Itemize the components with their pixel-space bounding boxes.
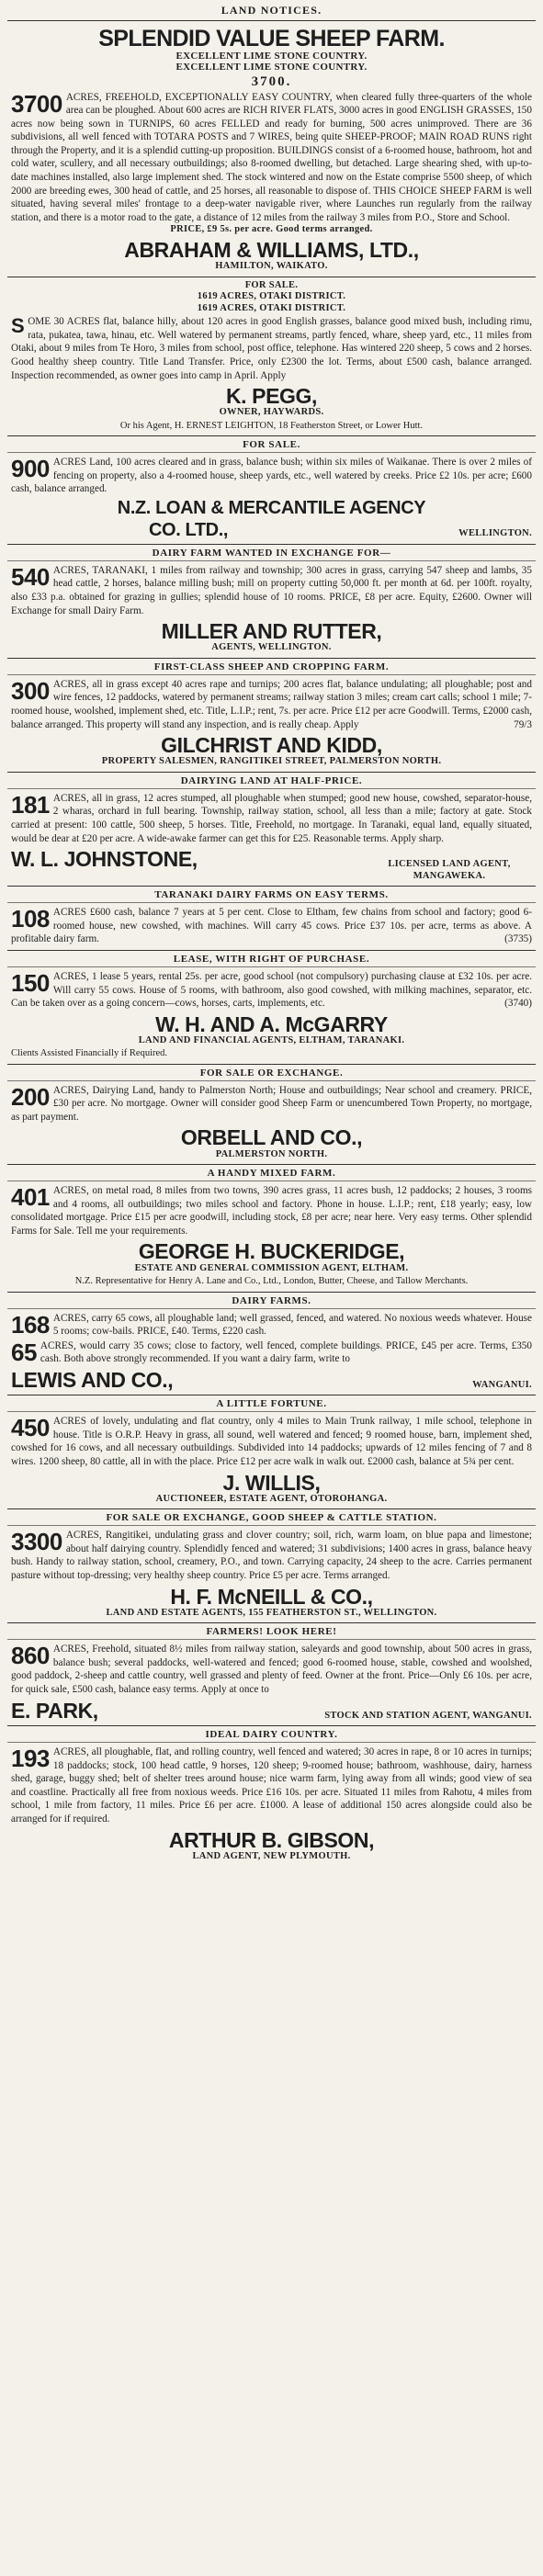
ad-location: PROPERTY SALESMEN, RANGITIKEI STREET, PALMERSTON NORTH.: [101, 756, 442, 767]
ad-lead-figure: 3700: [11, 89, 62, 118]
ad-subline: 1619 ACRES, OTAKI DISTRICT.: [197, 291, 346, 302]
ad-location: ESTATE AND GENERAL COMMISSION AGENT, ELTHAM.: [134, 1262, 409, 1273]
ad-headline: FARMERS! LOOK HERE!: [7, 1626, 536, 1640]
ad-little-fortune: [7, 1395, 536, 1509]
ad-lead-figure: 450: [11, 1414, 50, 1442]
ad-body-text: ACRES, TARANAKI, 1 miles from railway and township; 300 acres in grass, carrying 547 sheep and lambs, 35 head cattle, 2 horses, balance milling bush; mill on property cutting 50,000 ft. per month at 6d. per 100ft. royalty, also £33 p.a. obtained for grazing in gullies; splendid house of 10 rooms. PRICE, £8 per acre. Equity, £2600. Owner will Exchange for small Dairy Farm.: [11, 564, 532, 616]
ad-body: [11, 1746, 532, 1825]
ad-headline: TARANAKI DAIRY FARMS ON EASY TERMS.: [7, 889, 536, 903]
ad-agent-title: STOCK AND STATION AGENT, WANGANUI.: [324, 1710, 532, 1721]
ad-waikanae-land: [7, 436, 536, 545]
ad-agent-cont: CO. LTD.,: [149, 519, 229, 540]
ad-body-text: ACRES Land, 100 acres cleared and in grass, balance bush; within six miles of Waikanae. There is over 2 miles of fencing on property, also a 4-roomed house, sheep yards, etc., well watered by creeks. Price £2 10s. per acre; £600 cash, balance arranged.: [11, 457, 532, 495]
ad-lead-figure: 168: [11, 1310, 50, 1339]
ad-body-text: ACRES, FREEHOLD, EXCEPTIONALLY EASY COUNTRY, when cleared fully three-quarters of the whole area can be ploughed. About 600 acres are RICH RIVER FLATS, 3000 acres in good ENGLISH GRASSES, 150 acres now being sown in TURNIPS, 60 acres FELLED and ready for burning, 500 acres unimproved. There are 36 subdivisions, all well fenced with TOTARA POSTS and 7 WIRES, being quite SHEEP-PROOF; MAIN ROAD RUNS right through the Property, and it is a splendid cutting-up proposition. BUILDINGS consist of a 6-roomed house, bathroom, hot and cold water, scullery, and all necessary outbuildings; also 8-roomed dwelling, but detached. Large shearing shed, with up-to-date machines installed, also large implement shed. The stock wintered and now on the Estate comprise 5500 sheep, of which 2000 are breeding ewes, 300 head of cattle, and 25 horses, all reasonable to dispose of. THIS CHOICE SHEEP FARM is well situated, having several miles' frontage to a deep-water navigable river, where Launches run regularly from the railway station, and there is a motor road to the gate, a distance of 12 miles from the railway 3 miles from P.O., Store and School.: [11, 91, 532, 223]
ad-agent: GILCHRIST AND KIDD,: [161, 733, 382, 758]
ad-body-text: ACRES, would carry 35 cows; close to factory, well fenced, complete buildings. PRICE, £45 per acre. Terms, £350 cash. Both above strongly recommended. If you want a dairy farm, write to: [40, 1339, 532, 1365]
ad-headline: DAIRY FARM WANTED IN EXCHANGE FOR—: [7, 548, 536, 561]
ad-body: [11, 906, 532, 946]
ad-sheep-cattle-station: [7, 1509, 536, 1623]
ad-lead-figure: 193: [11, 1745, 50, 1773]
ad-dairying-half-price: [7, 773, 536, 887]
ad-lead-figure: S: [11, 314, 25, 338]
ad-reference: 79/3: [514, 718, 532, 730]
ad-lead-figure: 181: [11, 790, 50, 819]
ad-headline: A LITTLE FORTUNE.: [7, 1398, 536, 1412]
ad-body-text: ACRES, all ploughable, flat, and rolling country, well fenced and watered; 30 acres in rape, 8 or 10 acres in turnips; 18 paddocks; stock, 100 head cattle, 9 horses, 120 sheep; 9-roomed house; bathroom, washhouse, dairy, harness shed, garage, buggy shed; belt of shelter trees around house; nice warm farm, lying away from all winds; good view of sea and coastline. Practically all free from noxious weeds. Price £16 10s. per acre. Situated 11 miles from Rahotu, 4 miles from school, 1 mile from factory, 11 miles. Price £6 per acre. £1000. A lease of additional 150 acres alongside could also be arranged for if required.: [11, 1746, 532, 1825]
ad-farmers-look-here: [7, 1623, 536, 1726]
ad-agent: GEORGE H. BUCKERIDGE,: [138, 1239, 405, 1264]
ad-agent-line: [11, 518, 532, 540]
ad-body: [11, 456, 532, 496]
ad-body: [11, 970, 532, 1011]
ad-agent-line: [11, 1366, 532, 1392]
ad-body-text: ACRES, Freehold, situated 8½ miles from railway station, saleyards and good township, about 500 acres in grass, balance bush; several paddocks, well-watered and fenced; good 6-roomed house, stable, cowshed and woolshed, good paddock, 2-sheep and cattle country, well grassed and plenty of feed. Owner at the front. Price—Only £6 10s. per acre, for quick sale, £500 cash, balance easy terms. Apply at once to: [11, 1644, 532, 1695]
ad-handy-mixed-farm: [7, 1165, 536, 1292]
ad-number-head: 3700.: [251, 73, 292, 89]
ad-sheep-cropping-farm: [7, 659, 536, 773]
ad-extra: N.Z. Representative for Henry A. Lane and Co., Ltd., London, Butter, Cheese, and Tallow Merchants.: [74, 1276, 469, 1287]
ad-body-text: ACRES, all in grass except 40 acres rape and turnips; 200 acres flat, balance undulating; all ploughable; post and wire fences, 12 paddocks, watered by permanent streams; railway station 3 miles; cream cart calls; school 1 mile; 7-roomed house, woolshed, implement shed, etc. Title, L.I.P.; rent, 7s. per acre. Price £12 per acre Goodwill. Terms, £2000 cash, balance arranged. This property will stand any inspection, and is really cheap. Apply: [11, 678, 532, 730]
ad-agent: ORBELL AND CO.,: [180, 1125, 363, 1150]
ad-headline: DAIRYING LAND AT HALF-PRICE.: [7, 775, 536, 789]
ad-headline: FOR SALE OR EXCHANGE, GOOD SHEEP & CATTLE STATION.: [7, 1512, 536, 1526]
ad-agent: N.Z. LOAN & MERCANTILE AGENCY: [117, 497, 426, 518]
ad-lead-figure: 200: [11, 1082, 50, 1111]
ad-location: PALMERSTON NORTH.: [215, 1148, 328, 1159]
section-title: LAND NOTICES.: [7, 2, 536, 21]
ad-agent: K. PEGG,: [225, 384, 318, 409]
ad-headline: A HANDY MIXED FARM.: [7, 1168, 536, 1181]
ad-sale-or-exchange: [7, 1065, 536, 1165]
ad-headline: FOR SALE.: [7, 439, 536, 453]
ad-dairy-farm-wanted: [7, 545, 536, 659]
ad-location: LAND AND FINANCIAL AGENTS, ELTHAM, TARANAKI.: [138, 1034, 405, 1045]
ad-body: [11, 1529, 532, 1582]
ad-headline: FOR SALE OR EXCHANGE.: [7, 1068, 536, 1081]
ad-body-text: ACRES, Rangitikei, undulating grass and clover country; soil, rich, warm loam, on blue papa and limestone; about half dairying country. Splendidly fenced and watered; 31 subdivisions; 1400 acres in grass, balance heavy bush. Handy to railway station, school, creamery, P.O., and town. Carrying capacity, 24 sheep to the acre. Carries permanent pasture without top-dressing; very healthy sheep country. Price £5 per acre. Terms arranged.: [11, 1530, 532, 1582]
ad-body: [11, 678, 532, 731]
ad-lead-figure: 540: [11, 562, 50, 591]
ad-body: [11, 1084, 532, 1124]
ad-headline: SPLENDID VALUE SHEEP FARM.: [98, 26, 445, 51]
ad-headline: DAIRY FARMS.: [7, 1295, 536, 1309]
ad-agent: H. F. McNEILL & CO.,: [170, 1584, 373, 1609]
ad-agent-line: [11, 845, 532, 882]
ad-ideal-dairy-country: [7, 1726, 536, 1866]
ad-otaki-district: [7, 277, 536, 437]
ad-agent: LEWIS AND CO.,: [11, 1367, 174, 1392]
ad-lead-figure: 108: [11, 905, 50, 933]
ad-body: [11, 315, 532, 382]
ad-lead-figure: 150: [11, 969, 50, 998]
ad-body-text: ACRES, 1 lease 5 years, rental 25s. per acre, good school (not compulsory) purchasing clause at £32 10s. per acre. Will carry 55 cows. House of 5 rooms, with bathroom, also good cowshed, with milking machines, separator, etc. Can be taken over as a going concern—cows, horses, carts, implements, etc.: [11, 971, 532, 1010]
ad-lead-figure: 401: [11, 1183, 50, 1212]
ad-body: [11, 792, 532, 845]
ad-body-second: [11, 1339, 532, 1366]
ad-location: WANGANUI.: [472, 1379, 532, 1390]
ad-body: [11, 1312, 532, 1339]
ad-location: LAND AGENT, NEW PLYMOUTH.: [192, 1850, 351, 1861]
ad-body: [11, 564, 532, 617]
ad-headline: LEASE, WITH RIGHT OF PURCHASE.: [7, 954, 536, 967]
ad-extra: Or his Agent, H. ERNEST LEIGHTON, 18 Featherston Street, or Lower Hutt.: [119, 420, 424, 431]
ad-lead-figure: 3300: [11, 1528, 62, 1556]
ad-headline: FOR SALE.: [244, 279, 299, 290]
ad-agent: W. H. AND A. McGARRY: [155, 1011, 388, 1036]
ad-body: [11, 1184, 532, 1237]
ad-headline: IDEAL DAIRY COUNTRY.: [7, 1729, 536, 1743]
ad-price: PRICE, £9 5s. per acre. Good terms arranged.: [170, 224, 373, 235]
ad-body: [11, 1643, 532, 1696]
ad-body-text: ACRES of lovely, undulating and flat country, only 4 miles to Main Trunk railway, 1 mile school, telephone in house. Title is O.R.P. Heavy in grass, all sound, well watered and fenced; 9 roomed house, barn, implement shed, cowshed for 16 cows, and all necessary outbuildings. Subdivided into 14 paddocks; upwards of 12 miles fencing of 7 and 8 wires. 1200 sheep, 80 cattle, all in with the place. Price £12 per acre walk in walk out. £2000 cash, balance at 5¾ per cent.: [11, 1416, 532, 1468]
ad-subline: 1619 ACRES, OTAKI DISTRICT.: [197, 302, 346, 313]
ad-taranaki-dairy-farms: [7, 887, 536, 951]
ad-location: AUCTIONEER, ESTATE AGENT, OTOROHANGA.: [155, 1493, 388, 1504]
ad-reference: (3735): [504, 933, 532, 945]
ad-subline: EXCELLENT LIME STONE COUNTRY.: [175, 62, 368, 73]
ad-lead-figure: 900: [11, 455, 50, 483]
ad-agent: J. WILLIS,: [222, 1470, 321, 1495]
ad-headline: FIRST-CLASS SHEEP AND CROPPING FARM.: [7, 661, 536, 675]
ad-body-text: ACRES, carry 65 cows, all ploughable land; well grassed, fenced, and watered. No noxious weeds whatever. House 5 rooms; cow-bails. PRICE, £40. Terms, £220 cash.: [52, 1312, 532, 1338]
ad-body-text: ACRES, on metal road, 8 miles from two towns, 390 acres grass, 11 acres bush, 12 paddocks; 2 houses, 3 rooms and 4 rooms, all outbuildings; two miles school and factory. Phone in house. L.I.P.; rent, £18 yearly; easy, low consolidated mortgage. Price £15 per acre goodwill, including stock, £8 per acre; near here. Very easy terms. Other splendid Farms for Sale. Tell me your requirements.: [11, 1185, 532, 1237]
ad-splendid-sheep-farm: [7, 23, 536, 277]
ad-body-text: ACRES, Dairying Land, handy to Palmerston North; House and outbuildings; Near school and creamery. PRICE, £30 per acre. No mortgage. Owner will consider good Sheep Farm or unencumbered Town Property, no mortgage, as part payment.: [11, 1084, 532, 1123]
land-notices-page: [7, 0, 536, 1866]
ad-extra: Clients Assisted Financially if Required.: [11, 1048, 168, 1059]
ad-subline: EXCELLENT LIME STONE COUNTRY.: [175, 51, 368, 62]
ad-location: OWNER, HAYWARDS.: [219, 407, 324, 418]
ad-agent: ARTHUR B. GIBSON,: [168, 1827, 375, 1852]
ad-lead-figure: 860: [11, 1642, 50, 1670]
ad-body-text: OME 30 ACRES flat, balance hilly, about 120 acres in good English grasses, balance good mixed bush, including rimu, rata, pukatea, tawa, hinau, etc. Well watered by permanent streams, partly fenced, whare, sheep yard, etc., 11 miles from Otaki, about 9 miles from Te Horo, 3 miles from school, post office, telephone. Has wintered 220 sheep, 5 cows and 2 horses. Good healthy sheep country. Title Land Transfer. Price, only £2300 the lot. Terms, about £500 cash, balance arranged. Inspection recommended, as owner goes into camp in April. Apply: [11, 316, 532, 381]
ad-lead-figure: 65: [11, 1338, 37, 1366]
ad-agent: MILLER AND RUTTER,: [161, 619, 382, 644]
ad-agent: E. PARK,: [11, 1698, 98, 1723]
ad-agent: W. L. JOHNSTONE,: [11, 847, 198, 872]
ad-location: WELLINGTON.: [458, 527, 532, 538]
ad-location: LAND AND ESTATE AGENTS, 155 FEATHERSTON ST., WELLINGTON.: [106, 1607, 437, 1618]
ad-agent-line: [11, 1697, 532, 1723]
ad-body: [11, 91, 532, 225]
ad-agent-title: LICENSED LAND AGENT, MANGAWEKA.: [388, 859, 511, 881]
ad-location: HAMILTON, WAIKATO.: [215, 260, 328, 271]
ad-location: AGENTS, WELLINGTON.: [211, 642, 332, 653]
ad-agent: ABRAHAM & WILLIAMS, LTD.,: [124, 237, 419, 262]
ad-lead-figure: 300: [11, 676, 50, 705]
ad-body-text: ACRES £600 cash, balance 7 years at 5 per cent. Close to Eltham, few chains from school and factory; good 6-roomed house, new cowshed, with machines. Will carry 45 cows. Price £37 10s. per acre, terms as above. A profitable dairy farm.: [11, 907, 532, 945]
ad-dairy-farms: [7, 1293, 536, 1396]
ad-reference: (3740): [504, 998, 532, 1010]
ad-lease-purchase: [7, 951, 536, 1065]
ad-body: [11, 1415, 532, 1468]
ad-body-text: ACRES, all in grass, 12 acres stumped, all ploughable when stumped; good new house, cowshed, separator-house, 2 wharas, orchard in full bearing. Township, railway station, school, all less than a mile; factory at gate. Stock carried at present: 100 cattle, 500 sheep, 5 horses. Title, Freehold, no mortgage. In Taranaki, equal land, equally situated, would be dear at £20 per acre. A wide-awake farmer can get this for £25. Reasonable terms. Apply sharp.: [11, 792, 532, 844]
